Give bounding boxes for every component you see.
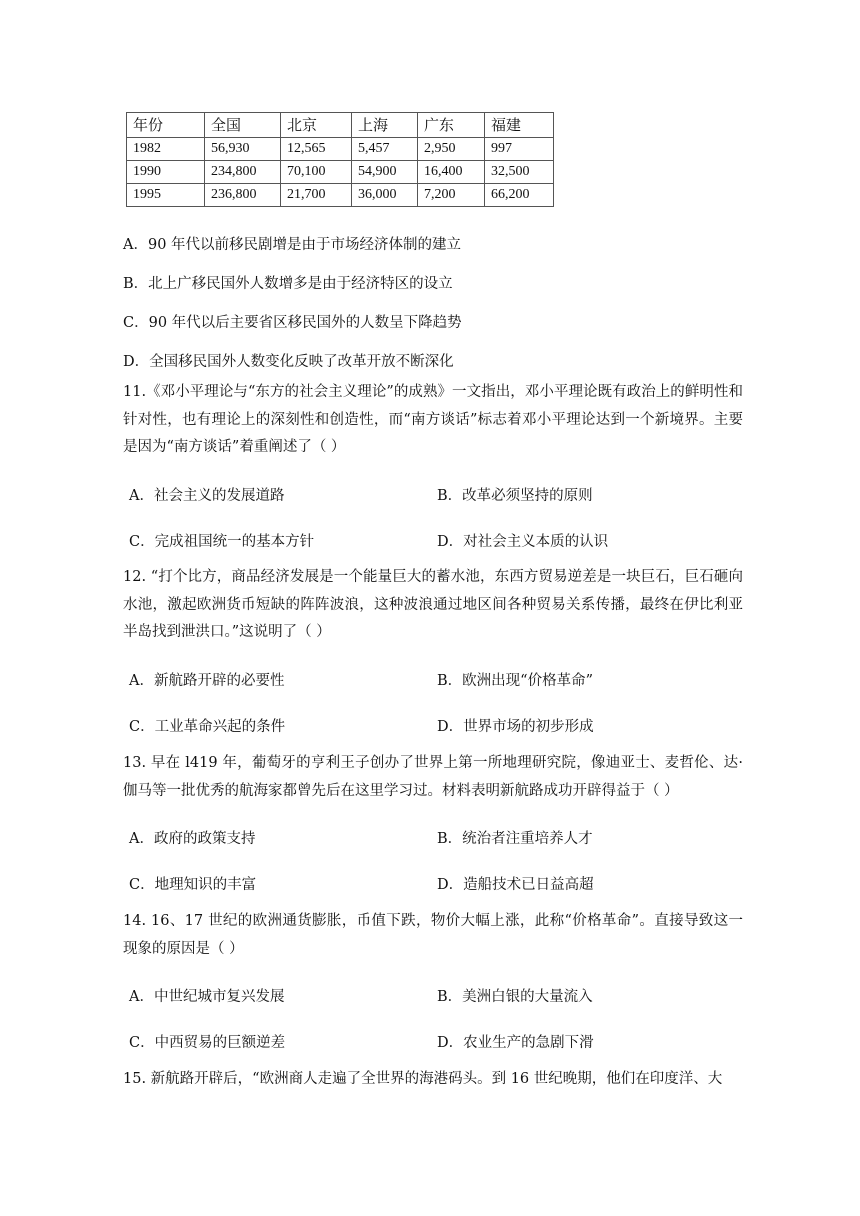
table-cell: 234,800 <box>205 161 281 184</box>
q12-option-c: C．工业革命兴起的条件 <box>129 719 286 735</box>
table-row <box>127 184 554 207</box>
q13-option-b: B．统治者注重培养人才 <box>437 831 593 847</box>
table-cell: 1982 <box>127 138 205 161</box>
table-cell: 16,400 <box>418 161 485 184</box>
q11-option-c: C．完成祖国统一的基本方针 <box>129 534 315 550</box>
q14-option-c: C．中西贸易的巨额逆差 <box>129 1035 286 1051</box>
q13-option-a: A．政府的政策支持 <box>129 831 256 847</box>
table-header-cell: 福建 <box>485 113 554 138</box>
q10-option-a: A．90 年代以前移民剧增是由于市场经济体制的建立 <box>123 237 462 253</box>
q14-option-a: A．中世纪城市复兴发展 <box>129 989 285 1005</box>
table-cell: 2,950 <box>418 138 485 161</box>
table-cell: 36,000 <box>352 184 418 207</box>
table-cell: 1995 <box>127 184 205 207</box>
table-header-row <box>127 113 554 138</box>
question-11-text: 11.《邓小平理论与“东方的社会主义理论”的成熟》一文指出，邓小平理论既有政治上的鲜明性和针对性，也有理论上的深刻性和创造性，而“南方谈话”标志着邓小平理论达到一个新境界。主要是因为“南方谈话”着重阐述了（ ） <box>123 384 743 455</box>
table-cell: 70,100 <box>281 161 352 184</box>
table-cell: 21,700 <box>281 184 352 207</box>
table-cell: 66,200 <box>485 184 554 207</box>
table-row <box>127 161 554 184</box>
table-cell: 56,930 <box>205 138 281 161</box>
q12-option-a: A．新航路开辟的必要性 <box>129 673 285 689</box>
question-15-text: 15. 新航路开辟后，“欧洲商人走遍了全世界的海港码头。到 16 世纪晚期，他们在印度洋、大 <box>123 1071 723 1087</box>
question-12-text: 12. “打个比方，商品经济发展是一个能量巨大的蓄水池，东西方贸易逆差是一块巨石，巨石砸向水池，激起欧洲货币短缺的阵阵波浪，这种波浪通过地区间各种贸易关系传播，最终在伊比利亚半岛找到泄洪口。”这说明了（ ） <box>123 569 743 640</box>
table-header-cell: 北京 <box>281 113 352 138</box>
q12-option-b: B．欧洲出现“价格革命” <box>437 673 593 689</box>
q10-option-d: D．全国移民国外人数变化反映了改革开放不断深化 <box>123 354 454 370</box>
table-cell: 997 <box>485 138 554 161</box>
question-13-text: 13. 早在 l419 年，葡萄牙的亨利王子创办了世界上第一所地理研究院，像迪亚士、麦哲伦、达·伽马等一批优秀的航海家都曾先后在这里学习过。材料表明新航路成功开辟得益于（ ） <box>123 755 743 799</box>
q10-option-c: C．90 年代以后主要省区移民国外的人数呈下降趋势 <box>123 315 462 331</box>
table-header-cell: 年份 <box>127 113 205 138</box>
q14-option-d: D．农业生产的急剧下滑 <box>437 1035 594 1051</box>
table-header-cell: 全国 <box>205 113 281 138</box>
table-cell: 7,200 <box>418 184 485 207</box>
q13-option-c: C．地理知识的丰富 <box>129 877 257 893</box>
table-header-cell: 上海 <box>352 113 418 138</box>
q10-option-b: B．北上广移民国外人数增多是由于经济特区的设立 <box>123 276 453 292</box>
question-14-text: 14. 16、17 世纪的欧洲通货膨胀，币值下跌，物价大幅上涨，此称“价格革命”。直接导致这一现象的原因是（ ） <box>123 913 743 957</box>
q12-option-d: D．世界市场的初步形成 <box>437 719 594 735</box>
q11-option-d: D．对社会主义本质的认识 <box>437 534 609 550</box>
table-row <box>127 138 554 161</box>
q11-option-b: B．改革必须坚持的原则 <box>437 488 593 504</box>
table-cell: 5,457 <box>352 138 418 161</box>
table-cell: 32,500 <box>485 161 554 184</box>
q14-option-b: B．美洲白银的大量流入 <box>437 989 593 1005</box>
table-cell: 236,800 <box>205 184 281 207</box>
table-cell: 1990 <box>127 161 205 184</box>
emigration-table <box>126 112 554 207</box>
table-cell: 12,565 <box>281 138 352 161</box>
q11-option-a: A．社会主义的发展道路 <box>129 488 285 504</box>
table-cell: 54,900 <box>352 161 418 184</box>
table-header-cell: 广东 <box>418 113 485 138</box>
q13-option-d: D．造船技术已日益高超 <box>437 877 594 893</box>
